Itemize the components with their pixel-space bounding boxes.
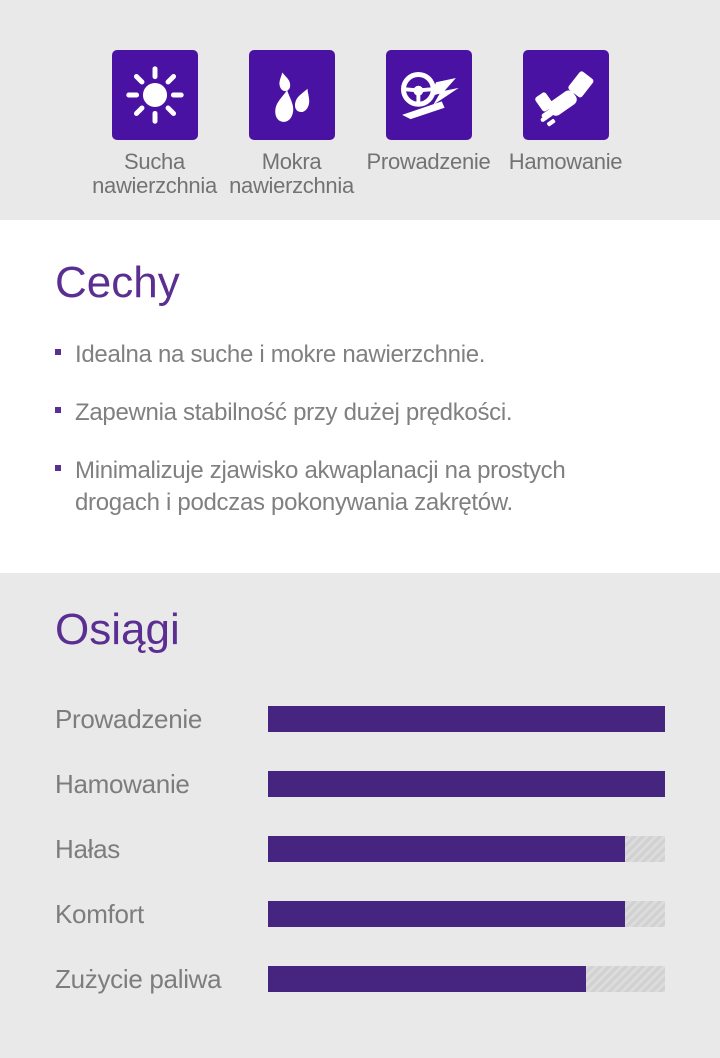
chart-row-label: Zużycie paliwa [55, 963, 222, 994]
bar-track [268, 771, 665, 797]
badge-label-handling: Prowadzenie [366, 149, 491, 174]
feature-list [55, 339, 595, 519]
surface-badges-section [0, 0, 720, 220]
badge-braking [497, 50, 634, 174]
badge-dry-surface [86, 50, 223, 198]
bar-track [268, 966, 665, 992]
bar-fill [268, 966, 586, 992]
brake-pedal-icon [523, 50, 609, 140]
bullet-square-icon [55, 465, 61, 471]
chart-row-comfort [55, 898, 665, 929]
chart-row-handling [55, 703, 665, 734]
chart-row-fuel-consumption [55, 963, 665, 994]
bar-fill [268, 706, 665, 732]
chart-row-noise [55, 833, 665, 864]
bar-track [268, 836, 665, 862]
badge-handling [360, 50, 497, 174]
features-section [0, 220, 720, 573]
chart-row-braking [55, 768, 665, 799]
chart-row-label: Komfort [55, 898, 144, 929]
performance-chart [55, 703, 665, 994]
steering-wheel-icon [386, 50, 472, 140]
performance-title: Osiągi [55, 605, 180, 654]
chart-row-label: Prowadzenie [55, 703, 203, 734]
feature-item [55, 339, 595, 371]
feature-text: Zapewnia stabilność przy dużej prędkości. [75, 399, 513, 426]
feature-item [55, 397, 595, 429]
bar-fill [268, 901, 625, 927]
bar-track [268, 901, 665, 927]
feature-item [55, 455, 595, 519]
feature-text: Idealna na suche i mokre nawierzchnie. [75, 341, 486, 368]
sun-icon [112, 50, 198, 140]
performance-section [0, 573, 720, 1058]
chart-row-label: Hamowanie [55, 768, 190, 799]
bullet-square-icon [55, 407, 61, 413]
feature-text: Minimalizuje zjawisko akwaplanacji na prostych drogach i podczas pokonywania zakrętów. [75, 457, 566, 516]
badge-label-wet-surface: Mokra nawierzchnia [229, 149, 354, 198]
badge-label-braking: Hamowanie [508, 149, 623, 174]
features-title: Cechy [55, 258, 180, 307]
bar-fill [268, 771, 665, 797]
bar-fill [268, 836, 625, 862]
raindrops-icon [249, 50, 335, 140]
badge-wet-surface [223, 50, 360, 198]
bar-track [268, 706, 665, 732]
badge-label-dry-surface: Sucha nawierzchnia [92, 149, 217, 198]
chart-row-label: Hałas [55, 833, 120, 864]
bullet-square-icon [55, 349, 61, 355]
